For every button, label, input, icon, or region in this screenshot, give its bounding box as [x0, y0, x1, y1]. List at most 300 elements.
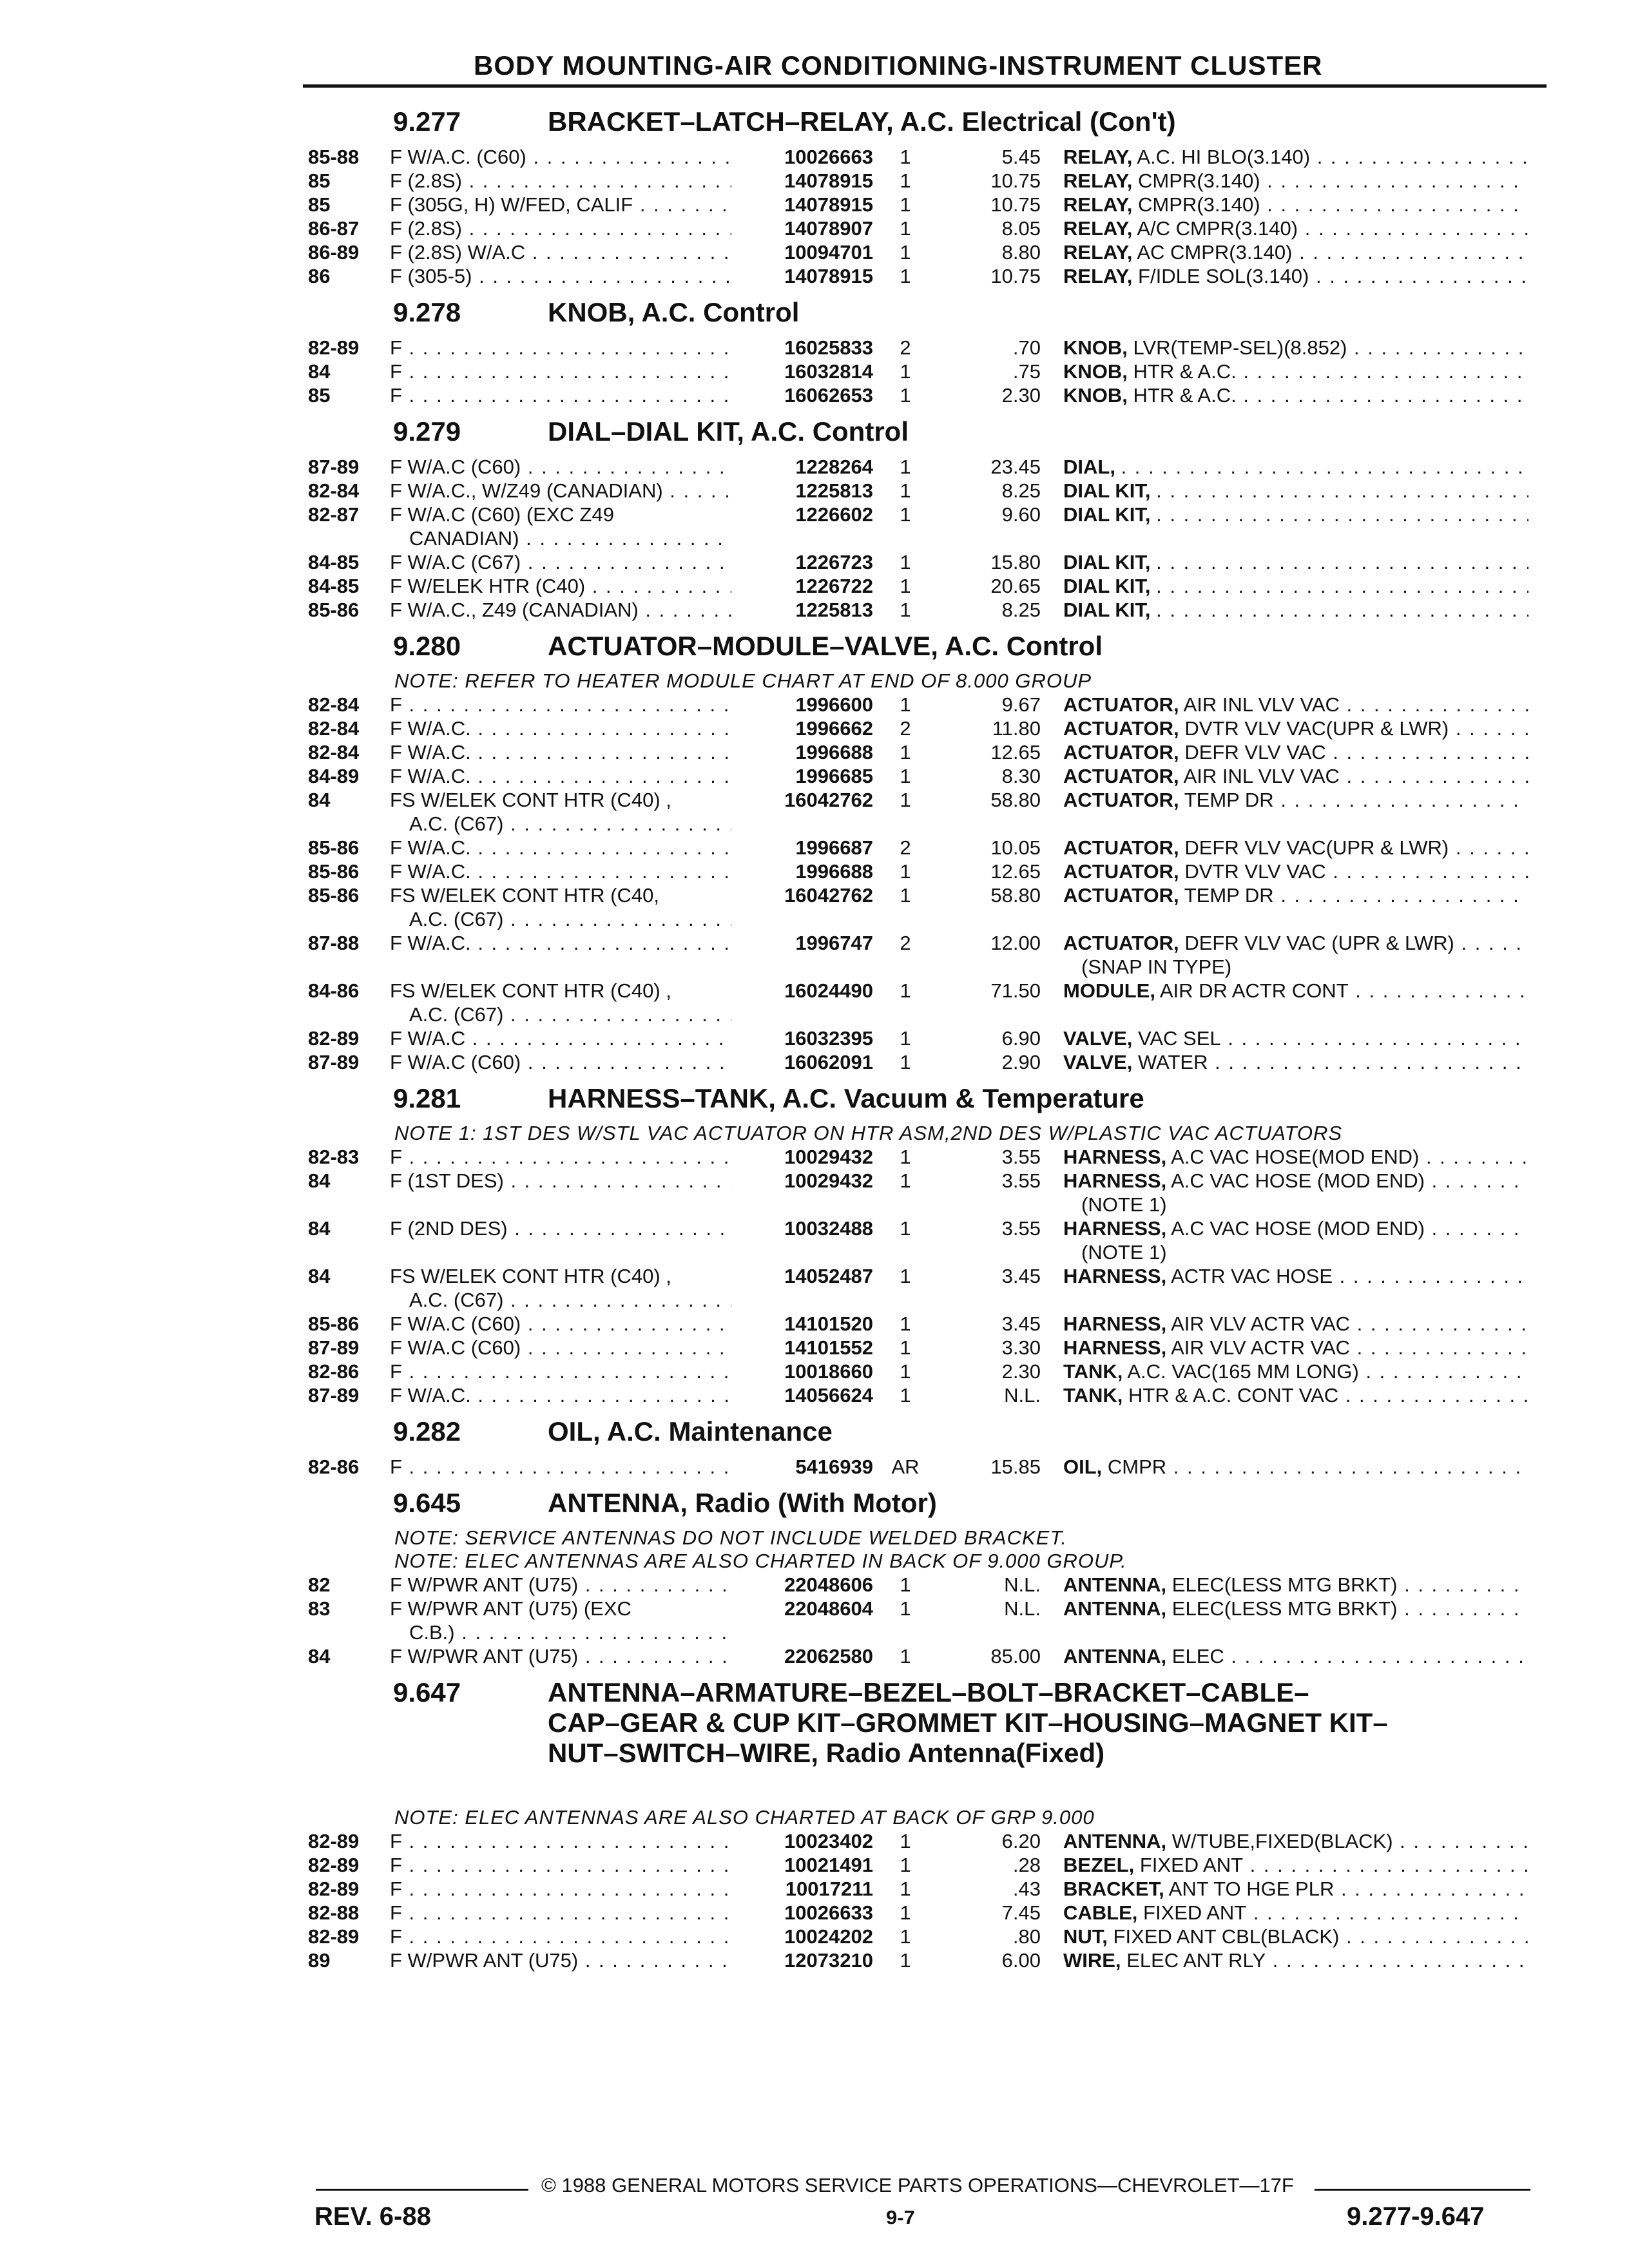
- part-name: BEZEL,: [1063, 1854, 1135, 1876]
- part-name: ANTENNA,: [1063, 1573, 1167, 1596]
- part-description: [1063, 1573, 1528, 1597]
- description-text: AIR VLV ACTR VAC: [1171, 1336, 1351, 1359]
- quantity: 1: [900, 479, 911, 502]
- price: 9.60: [1001, 503, 1041, 526]
- application: [390, 193, 731, 216]
- description-line: [1063, 860, 1528, 883]
- price: 10.75: [990, 265, 1041, 287]
- application: [390, 1597, 731, 1644]
- application-line: F W/A.C. . . .: [390, 860, 731, 883]
- description-text: FIXED ANT: [1139, 1854, 1244, 1876]
- model-years: 84: [308, 1169, 331, 1192]
- price: 12.65: [990, 741, 1041, 764]
- description-line: [1063, 1948, 1528, 1972]
- part-number: 1228264: [795, 456, 873, 478]
- description-text: ANT TO HGE PLR: [1168, 1878, 1335, 1900]
- description-text: HTR & A.C. CONT VAC: [1128, 1384, 1339, 1407]
- description-line: [1063, 1216, 1528, 1240]
- price: 8.25: [1001, 479, 1041, 502]
- model-years: 84-89: [308, 765, 360, 787]
- price: .70: [1012, 336, 1041, 359]
- part-description: [1063, 1948, 1528, 1972]
- description-text: DVTR VLV VAC(UPR & LWR): [1184, 717, 1449, 740]
- section-title-line: ACTUATOR–MODULE–VALVE, A.C. Control: [548, 631, 1103, 661]
- application: [390, 574, 731, 598]
- application-line: F W/A.C. . . .: [390, 1383, 731, 1407]
- part-description: [1063, 979, 1528, 1003]
- description-line: [1063, 1240, 1528, 1264]
- price: 58.80: [990, 884, 1041, 907]
- price: N.L.: [1004, 1384, 1041, 1407]
- description-line: [1063, 216, 1528, 240]
- application-line: F . . .: [390, 383, 731, 407]
- model-years: 82-83: [308, 1146, 360, 1168]
- price: 85.00: [990, 1645, 1041, 1667]
- price: 8.25: [1001, 599, 1041, 621]
- quantity: 1: [900, 503, 911, 526]
- description-line: [1063, 1901, 1528, 1925]
- description-line: [1063, 598, 1528, 622]
- application-line: F W/A.C. . . .: [390, 716, 731, 740]
- model-years: 86: [308, 265, 331, 287]
- application: [390, 1948, 731, 1972]
- quantity: 1: [900, 979, 911, 1002]
- application-line: F . . .: [390, 1877, 731, 1901]
- part-name: MODULE,: [1063, 979, 1155, 1002]
- description-text: DVTR VLV VAC: [1184, 860, 1326, 883]
- quantity: 1: [900, 1854, 911, 1876]
- part-name: ACTUATOR,: [1063, 932, 1179, 954]
- part-row: [0, 693, 1629, 716]
- application-line: F W/A.C. . . .: [390, 764, 731, 788]
- part-description: [1063, 1026, 1528, 1050]
- application: [390, 479, 731, 503]
- application: [390, 883, 731, 931]
- section-number: 9.281: [393, 1083, 461, 1113]
- application: [390, 716, 731, 740]
- description-text: A/C CMPR(3.140): [1137, 217, 1298, 240]
- application-line: F . . .: [390, 1925, 731, 1948]
- application: [390, 1829, 731, 1853]
- application: [390, 216, 731, 240]
- price: N.L.: [1004, 1597, 1041, 1620]
- part-row: [0, 550, 1629, 574]
- price: 23.45: [990, 456, 1041, 478]
- part-number: 14101552: [784, 1336, 873, 1359]
- description-text: DEFR VLV VAC (UPR & LWR): [1184, 932, 1454, 954]
- description-line: [1063, 336, 1528, 360]
- description-text: CMPR(3.140): [1138, 169, 1260, 192]
- section-number: 9.278: [393, 297, 461, 327]
- description-line: [1063, 1925, 1528, 1948]
- part-description: [1063, 574, 1528, 598]
- part-name: TANK,: [1063, 1384, 1123, 1407]
- part-row: [0, 1050, 1629, 1074]
- part-description: [1063, 360, 1528, 383]
- price: 8.05: [1001, 217, 1041, 240]
- quantity: 1: [900, 551, 911, 573]
- application: [390, 1901, 731, 1925]
- section-title-line: ANTENNA–ARMATURE–BEZEL–BOLT–BRACKET–CABLE–: [548, 1677, 1309, 1707]
- part-name: ACTUATOR,: [1063, 717, 1179, 740]
- description-text: TEMP DR: [1184, 789, 1274, 811]
- application-line: F . . .: [390, 1145, 731, 1169]
- part-name: DIAL KIT,: [1063, 551, 1151, 573]
- application: [390, 931, 731, 955]
- part-row: [0, 169, 1629, 193]
- model-years: 82-84: [308, 693, 360, 716]
- quantity: 1: [900, 575, 911, 597]
- application: [390, 1383, 731, 1407]
- description-line: [1063, 1853, 1528, 1877]
- part-name: RELAY,: [1063, 217, 1133, 240]
- part-name: HARNESS,: [1063, 1146, 1167, 1168]
- part-number: 1225813: [795, 479, 873, 502]
- price: 8.80: [1001, 241, 1041, 264]
- model-years: 85-86: [308, 599, 360, 621]
- part-number: 1996687: [795, 836, 873, 859]
- application-line: F W/A.C (C60) . . .: [390, 1050, 731, 1074]
- part-row: [0, 336, 1629, 360]
- section-number: 9.282: [393, 1416, 461, 1446]
- parts-section: [0, 100, 1629, 288]
- part-number: 12073210: [784, 1949, 873, 1972]
- description-text: CMPR: [1107, 1456, 1167, 1478]
- application-line: F (2.8S) W/A.C . . .: [390, 240, 731, 264]
- section-header: [0, 624, 1629, 669]
- description-line: [1063, 1312, 1528, 1336]
- description-text: ELEC(LESS MTG BRKT): [1171, 1573, 1398, 1596]
- part-number: 1996685: [795, 765, 873, 787]
- part-row: [0, 455, 1629, 479]
- application-line: F . . .: [390, 360, 731, 383]
- price: .80: [1012, 1925, 1041, 1948]
- section-number: 9.279: [393, 416, 461, 447]
- description-line: [1063, 1026, 1528, 1050]
- quantity: 1: [900, 193, 911, 216]
- part-description: [1063, 1853, 1528, 1877]
- description-line: [1063, 145, 1528, 169]
- part-number: 22048604: [784, 1597, 873, 1620]
- price: 3.55: [1001, 1217, 1041, 1240]
- application-line: F W/PWR ANT (U75) . . .: [390, 1948, 731, 1972]
- application-line: A.C. (C67) . . .: [390, 1003, 731, 1026]
- application: [390, 1050, 731, 1074]
- model-years: 82-84: [308, 741, 360, 764]
- part-description: [1063, 383, 1528, 407]
- application-line: F W/A.C (C60) . . .: [390, 1336, 731, 1360]
- part-description: [1063, 1312, 1528, 1336]
- part-name: VALVE,: [1063, 1027, 1133, 1050]
- price: 3.30: [1001, 1336, 1041, 1359]
- part-description: [1063, 1336, 1528, 1360]
- section-number: 9.277: [393, 106, 461, 137]
- part-number: 14101520: [784, 1312, 873, 1335]
- application: [390, 693, 731, 716]
- part-description: [1063, 193, 1528, 216]
- quantity: 1: [900, 884, 911, 907]
- application: [390, 1644, 731, 1668]
- part-description: [1063, 788, 1528, 812]
- part-name: CABLE,: [1063, 1901, 1138, 1924]
- part-number: 14056624: [784, 1384, 873, 1407]
- section-title-line: ANTENNA, Radio (With Motor): [548, 1488, 937, 1518]
- part-name: ACTUATOR,: [1063, 789, 1179, 811]
- part-number: 1996600: [795, 693, 873, 716]
- part-name: ANTENNA,: [1063, 1830, 1167, 1852]
- model-years: 84: [308, 1645, 331, 1667]
- part-row: [0, 1573, 1629, 1597]
- part-row: [0, 1169, 1629, 1216]
- parts-section: [0, 1481, 1629, 1668]
- part-number: 14052487: [784, 1265, 873, 1287]
- quantity: 1: [900, 599, 911, 621]
- application-line: F . . .: [390, 1360, 731, 1383]
- price: .43: [1012, 1878, 1041, 1900]
- model-years: 84: [308, 360, 331, 383]
- section-title-line: KNOB, A.C. Control: [548, 297, 800, 327]
- description-line: [1063, 1050, 1528, 1074]
- part-description: [1063, 550, 1528, 574]
- quantity: 1: [900, 1597, 911, 1620]
- quantity: 1: [900, 1925, 911, 1948]
- part-name: RELAY,: [1063, 265, 1133, 287]
- part-number: 1225813: [795, 599, 873, 621]
- part-description: [1063, 336, 1528, 360]
- model-years: 85-86: [308, 1312, 360, 1335]
- section-header: [0, 1410, 1629, 1455]
- part-row: [0, 1948, 1629, 1972]
- description-text: AC CMPR(3.140): [1137, 241, 1293, 264]
- application: [390, 1336, 731, 1360]
- header-rule: [303, 84, 1547, 88]
- application: [390, 169, 731, 193]
- application-line: A.C. (C67) . . .: [390, 1288, 731, 1312]
- part-description: [1063, 169, 1528, 193]
- description-text: W/TUBE,FIXED(BLACK): [1171, 1830, 1393, 1852]
- application: [390, 598, 731, 622]
- part-row: [0, 860, 1629, 883]
- part-description: [1063, 216, 1528, 240]
- model-years: 86-89: [308, 241, 360, 264]
- model-years: 84-85: [308, 575, 360, 597]
- part-number: 16042762: [784, 789, 873, 811]
- footer-rule-left: [316, 2189, 528, 2191]
- part-number: 14078915: [784, 169, 873, 192]
- description-text: ACTR VAC HOSE: [1171, 1265, 1333, 1287]
- part-name: HARNESS,: [1063, 1336, 1167, 1359]
- application-line: CANADIAN) . . .: [390, 526, 731, 550]
- price: 2.30: [1001, 1360, 1041, 1383]
- quantity: 1: [900, 1645, 911, 1667]
- application-line: F W/A.C . . .: [390, 1026, 731, 1050]
- section-title: [548, 1488, 937, 1518]
- part-row: [0, 1853, 1629, 1877]
- description-line: [1063, 955, 1528, 979]
- part-name: DIAL KIT,: [1063, 599, 1151, 621]
- part-row: [0, 1455, 1629, 1479]
- application-line: F W/A.C (C60) (EXC Z49: [390, 503, 614, 526]
- price: 10.75: [990, 169, 1041, 192]
- section-title: [548, 1416, 833, 1446]
- part-number: 5416939: [795, 1456, 873, 1478]
- application-line: A.C. (C67) . . .: [390, 812, 731, 836]
- revision-label: REV. 6-88: [314, 2202, 431, 2231]
- application: [390, 764, 731, 788]
- description-line: [1063, 455, 1528, 479]
- section-title-line: OIL, A.C. Maintenance: [548, 1416, 833, 1446]
- part-number: 10032488: [784, 1217, 873, 1240]
- part-name: WIRE,: [1063, 1949, 1121, 1972]
- price: 5.45: [1001, 146, 1041, 168]
- model-years: 82-84: [308, 479, 360, 502]
- section-header: [0, 1481, 1629, 1526]
- price: 8.30: [1001, 765, 1041, 787]
- part-description: [1063, 264, 1528, 288]
- description-text: DEFR VLV VAC: [1184, 741, 1326, 764]
- application: [390, 1877, 731, 1901]
- section-note: NOTE 1: 1ST DES W/STL VAC ACTUATOR ON HTR ASM,2ND DES W/PLASTIC VAC ACTUATORS: [394, 1122, 1343, 1144]
- part-name: ACTUATOR,: [1063, 765, 1179, 787]
- description-line: [1063, 383, 1528, 407]
- part-name: HARNESS,: [1063, 1312, 1167, 1335]
- description-line: [1063, 1360, 1528, 1383]
- description-text: ELEC(LESS MTG BRKT): [1171, 1597, 1398, 1620]
- part-name: ACTUATOR,: [1063, 836, 1179, 859]
- model-years: 82-89: [308, 1830, 360, 1852]
- part-description: [1063, 1050, 1528, 1074]
- part-description: [1063, 1216, 1528, 1264]
- application-line: F . . .: [390, 1901, 731, 1925]
- application-line: F (2.8S) . . .: [390, 216, 731, 240]
- quantity: 1: [900, 384, 911, 407]
- description-line: [1063, 740, 1528, 764]
- application: [390, 1216, 731, 1240]
- application-line: F W/A.C. (C60) . . .: [390, 145, 731, 169]
- part-row: [0, 1026, 1629, 1050]
- application: [390, 503, 731, 550]
- description-text: FIXED ANT CBL(BLACK): [1113, 1925, 1340, 1948]
- model-years: 84-86: [308, 979, 360, 1002]
- description-line: [1063, 240, 1528, 264]
- description-text: CMPR(3.140): [1138, 193, 1260, 216]
- parts-section: [0, 1077, 1629, 1407]
- price: 15.80: [990, 551, 1041, 573]
- quantity: 1: [900, 741, 911, 764]
- application-line: F . . .: [390, 1853, 731, 1877]
- section-header: [0, 100, 1629, 145]
- part-number: 10029432: [784, 1169, 873, 1192]
- part-name: DIAL KIT,: [1063, 575, 1151, 597]
- quantity: 1: [900, 360, 911, 383]
- price: 11.80: [992, 717, 1041, 740]
- quantity: 1: [900, 1901, 911, 1924]
- part-number: 14078915: [784, 193, 873, 216]
- copyright-text: © 1988 GENERAL MOTORS SERVICE PARTS OPERATIONS—CHEVROLET—17F: [541, 2174, 1294, 2196]
- application-line: F W/PWR ANT (U75) . . .: [390, 1644, 731, 1668]
- description-line: [1063, 1145, 1528, 1169]
- price: 2.30: [1001, 384, 1041, 407]
- part-name: HARNESS,: [1063, 1169, 1167, 1192]
- part-description: [1063, 1829, 1528, 1853]
- description-text: TEMP DR: [1184, 884, 1274, 907]
- price: 12.65: [990, 860, 1041, 883]
- application: [390, 1264, 731, 1312]
- application-line: FS W/ELEK CONT HTR (C40) ,: [390, 1265, 671, 1287]
- section-range: 9.277-9.647: [1347, 2202, 1485, 2231]
- application: [390, 1455, 731, 1479]
- part-number: 10026633: [784, 1901, 873, 1924]
- quantity: 1: [900, 265, 911, 287]
- quantity: 1: [900, 1360, 911, 1383]
- part-row: [0, 479, 1629, 503]
- parts-section: [0, 1671, 1629, 1972]
- model-years: 82-89: [308, 336, 360, 359]
- model-years: 82: [308, 1573, 331, 1596]
- section-number: 9.645: [393, 1488, 461, 1518]
- part-row: [0, 1597, 1629, 1644]
- part-row: [0, 1383, 1629, 1407]
- section-header: [0, 291, 1629, 336]
- model-years: 87-89: [308, 456, 360, 478]
- part-number: 10017211: [785, 1878, 873, 1900]
- application-line: C.B.) . . .: [390, 1620, 731, 1644]
- section-title-line: BRACKET–LATCH–RELAY, A.C. Electrical (Con't): [548, 106, 1176, 137]
- description-text: (SNAP IN TYPE): [1081, 956, 1232, 978]
- application: [390, 860, 731, 883]
- description-text: ELEC: [1171, 1645, 1224, 1667]
- part-description: [1063, 1644, 1528, 1668]
- page-number: 9-7: [886, 2206, 915, 2229]
- section-title: [548, 631, 1103, 661]
- section-title: [548, 416, 909, 447]
- part-description: [1063, 836, 1528, 860]
- description-line: [1063, 1877, 1528, 1901]
- application-line: A.C. (C67) . . .: [390, 907, 731, 931]
- section-title: [548, 106, 1176, 137]
- application-line: F . . .: [390, 1455, 731, 1479]
- quantity: 2: [900, 932, 911, 954]
- section-number: 9.280: [393, 631, 461, 661]
- part-number: 14078915: [784, 265, 873, 287]
- application-line: F W/ELEK HTR (C40) . . .: [390, 574, 731, 598]
- application: [390, 240, 731, 264]
- description-line: [1063, 503, 1528, 526]
- quantity: 1: [900, 1949, 911, 1972]
- part-number: 1226723: [795, 551, 873, 573]
- description-text: FIXED ANT: [1143, 1901, 1247, 1924]
- part-description: [1063, 1264, 1528, 1288]
- description-text: A.C VAC HOSE(MOD END): [1171, 1146, 1420, 1168]
- price: 2.90: [1001, 1051, 1041, 1073]
- section-note: NOTE: SERVICE ANTENNAS DO NOT INCLUDE WELDED BRACKET.: [394, 1526, 1068, 1549]
- application: [390, 550, 731, 574]
- application-line: F (1ST DES) . . .: [390, 1169, 731, 1193]
- section-note: NOTE: REFER TO HEATER MODULE CHART AT END OF 8.000 GROUP: [394, 669, 1092, 692]
- application-line: F W/A.C (C60) . . .: [390, 455, 731, 479]
- part-row: [0, 264, 1629, 288]
- part-number: 16062091: [784, 1051, 873, 1073]
- quantity: 1: [900, 1265, 911, 1287]
- quantity: 1: [900, 169, 911, 192]
- price: 6.90: [1001, 1027, 1041, 1050]
- description-line: [1063, 764, 1528, 788]
- section-title-line: NUT–SWITCH–WIRE, Radio Antenna(Fixed): [548, 1738, 1105, 1768]
- price: 6.20: [1001, 1830, 1041, 1852]
- application-line: F W/A.C., Z49 (CANADIAN) . . .: [390, 598, 731, 622]
- section-title: [548, 1677, 1388, 1768]
- quantity: 1: [900, 1169, 911, 1192]
